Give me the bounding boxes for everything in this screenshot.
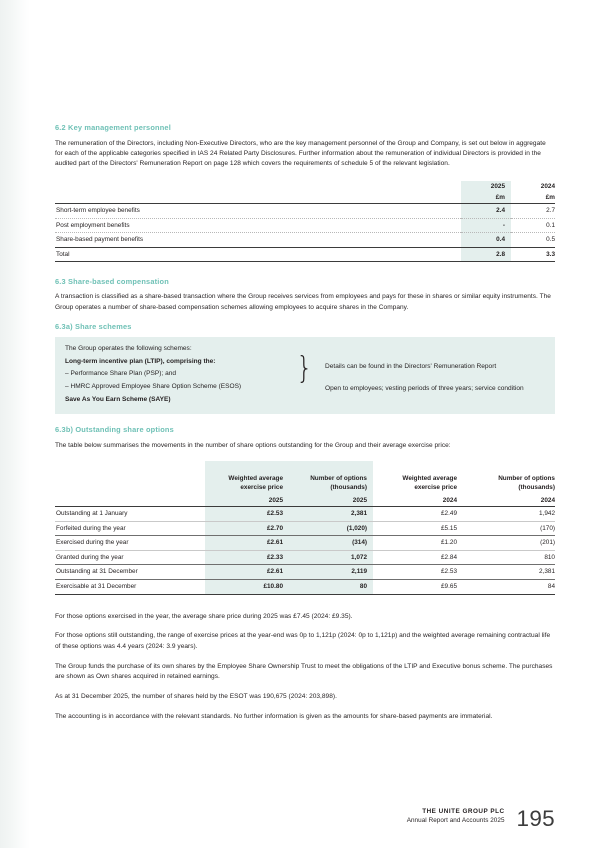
options-header-blank [55, 461, 205, 507]
row-value-2024: 0.5 [511, 233, 555, 248]
row-label: Short-term employee benefits [55, 204, 461, 219]
section-heading-6-3b: 6.3b) Outstanding share options [55, 425, 174, 435]
saye-note: Open to employees; vesting periods of three years; service condition [325, 385, 524, 393]
closing-paragraph-3: The Group funds the purchase of its own shares by the Employee Share Ownership Trust to meet the obligations of the LTIP and Executive bonus scheme. The purchases are shown as Own shares acquired in retained earnings. [55, 662, 553, 680]
row-price-2025: £10.80 [205, 579, 289, 594]
row-label: Granted during the year [55, 550, 205, 565]
row-price-2025: £2.61 [205, 536, 289, 551]
row-count-2024: 1,942 [463, 506, 555, 521]
options-table-body [55, 506, 555, 594]
row-count-2025: 2,119 [289, 565, 373, 580]
options-header-price-2025-title: Weighted average exercise price [228, 475, 283, 491]
row-price-2024: £2.84 [373, 550, 463, 565]
row-price-2025: £2.61 [205, 565, 289, 580]
options-header-count-2025-title: Number of options (thousands) [310, 475, 367, 491]
row-count-2024: (201) [463, 536, 555, 551]
table-row [55, 218, 555, 233]
table-row [55, 506, 555, 521]
row-count-2025: 2,381 [289, 506, 373, 521]
curly-brace-icon [293, 344, 325, 405]
header-year-2024: 2024 [540, 182, 555, 190]
table-row [55, 233, 555, 248]
section-paragraph-6-3: A transaction is classified as a share-based transaction where the Group receives services from employees and pays for these in shares or similar equity instruments. The Group operates a number of share-based compensation schemes allowing employees to acquire shares in the Company. [55, 293, 551, 311]
table-header-row-unit [55, 192, 555, 204]
row-value-2024: 3.3 [511, 247, 555, 262]
row-label: Exercised during the year [55, 536, 205, 551]
row-label: Outstanding at 31 December [55, 565, 205, 580]
ltip-title: Long-term incentive plan (LTIP), comprising the: [65, 357, 216, 365]
row-value-2025: 0.4 [461, 233, 511, 248]
row-label: Outstanding at 1 January [55, 506, 205, 521]
options-header-count-2024-year: 2024 [540, 497, 555, 505]
ltip-item-psp: – Performance Share Plan (PSP); and [65, 370, 176, 378]
table-row [55, 579, 555, 594]
row-value-2025: 2.4 [461, 204, 511, 219]
footer-company-name: THE UNITE GROUP PLC [422, 807, 505, 815]
share-schemes-left-column [65, 344, 293, 405]
options-header-count-2025-year: 2025 [352, 497, 367, 505]
key-management-personnel-table [55, 181, 555, 263]
row-count-2024: 2,381 [463, 565, 555, 580]
row-value-2025: 2.8 [461, 247, 511, 262]
row-count-2024: (170) [463, 521, 555, 536]
page-footer [406, 804, 555, 831]
section-heading-6-3: 6.3 Share-based compensation [55, 276, 169, 286]
row-price-2024: £2.49 [373, 506, 463, 521]
table-row [55, 521, 555, 536]
header-blank [55, 181, 461, 193]
header-unit-2025: £m [495, 194, 505, 202]
share-options-table-wrapper [55, 461, 555, 595]
row-price-2025: £2.33 [205, 550, 289, 565]
top-spacer [55, 0, 555, 123]
row-value-2025: - [461, 218, 511, 233]
closing-paragraph-1: For those options exercised in the year, the average share price during 2025 was £7.45 (2024: £9.35). [55, 612, 353, 620]
closing-paragraph-4: As at 31 December 2025, the number of shares held by the ESOT was 190,675 (2024: 203,898). [55, 692, 337, 700]
row-label: Share-based payment benefits [55, 233, 461, 248]
row-label: Exercisable at 31 December [55, 579, 205, 594]
row-price-2024: £5.15 [373, 521, 463, 536]
row-count-2025: (314) [289, 536, 373, 551]
header-unit-2024: £m [545, 194, 555, 202]
options-header-count-2024 [463, 461, 555, 507]
section-paragraph-6-2: The remuneration of the Directors, including Non-Executive Directors, who are the key management personnel of the Group and Company, is set out below in aggregate for each of the applicable categories specified in IAS 24 Related Party Disclosures. Further information about the remuneration of individual Directors is provided in the audited part of the Directors' Remuneration Report on page 128 which covers the requirements of schedule 5 of the relevant legislation. [55, 139, 546, 168]
row-value-2024: 2.7 [511, 204, 555, 219]
options-header-row [55, 461, 555, 507]
options-header-price-2025-year: 2025 [268, 497, 283, 505]
section-heading-6-2: 6.2 Key management personnel [55, 123, 171, 132]
table-body [55, 204, 555, 262]
row-price-2024: £1.20 [373, 536, 463, 551]
options-header-count-2024-title: Number of options (thousands) [498, 475, 555, 491]
row-label: Forfeited during the year [55, 521, 205, 536]
row-count-2025: 1,072 [289, 550, 373, 565]
header-blank-2 [55, 192, 461, 204]
options-table-head [55, 461, 555, 507]
row-count-2025: 80 [289, 579, 373, 594]
header-year-2025: 2025 [490, 182, 505, 190]
table-row [55, 565, 555, 580]
saye-title: Save As You Earn Scheme (SAYE) [65, 395, 171, 403]
row-value-2024: 0.1 [511, 218, 555, 233]
row-price-2025: £2.53 [205, 506, 289, 521]
options-header-price-2024 [373, 461, 463, 507]
row-price-2024: £9.65 [373, 579, 463, 594]
footer-report-title: Annual Report and Accounts 2025 [406, 817, 505, 825]
table-header-row-year [55, 181, 555, 193]
table-row [55, 536, 555, 551]
outstanding-share-options-table [55, 461, 555, 595]
options-header-count-2025 [289, 461, 373, 507]
section-heading-6-3a: 6.3a) Share schemes [55, 322, 132, 332]
options-header-price-2024-year: 2024 [442, 497, 457, 505]
footer-text-block [407, 807, 505, 826]
closing-paragraph-2: For those options still outstanding, the range of exercise prices at the year-end was 0p to 1,121p (2024: 0p to 1,121p) and the weighted average remaining contractual life of these options was 4.4 years (2024: 3.9 years). [55, 632, 551, 650]
share-schemes-right-column [325, 344, 545, 405]
table-row-total [55, 247, 555, 262]
section-paragraph-6-3b: The table below summarises the movements in the number of share options outstanding for the Group and their average exercise price: [55, 441, 451, 449]
table-row [55, 204, 555, 219]
options-header-price-2024-title: Weighted average exercise price [402, 475, 457, 491]
options-header-price-2025 [205, 461, 289, 507]
row-count-2025: (1,020) [289, 521, 373, 536]
ltip-note: Details can be found in the Directors' Remuneration Report [325, 362, 497, 370]
row-price-2024: £2.53 [373, 565, 463, 580]
share-schemes-box [55, 337, 555, 414]
row-label: Post employment benefits [55, 218, 461, 233]
ltip-item-esos: – HMRC Approved Employee Share Option Scheme (ESOS) [65, 383, 242, 391]
key-management-table-wrapper [55, 181, 555, 263]
footer-page-number: 195 [516, 806, 555, 831]
row-count-2024: 810 [463, 550, 555, 565]
closing-paragraph-5: The accounting is in accordance with the relevant standards. No further information is given as the amounts for share-based payments are immaterial. [55, 712, 493, 720]
row-label: Total [55, 247, 461, 262]
row-count-2024: 84 [463, 579, 555, 594]
brace-glyph: } [296, 351, 313, 387]
schemes-intro-text: The Group operates the following schemes: [65, 345, 192, 353]
table-head [55, 181, 555, 204]
table-row [55, 550, 555, 565]
row-price-2025: £2.70 [205, 521, 289, 536]
